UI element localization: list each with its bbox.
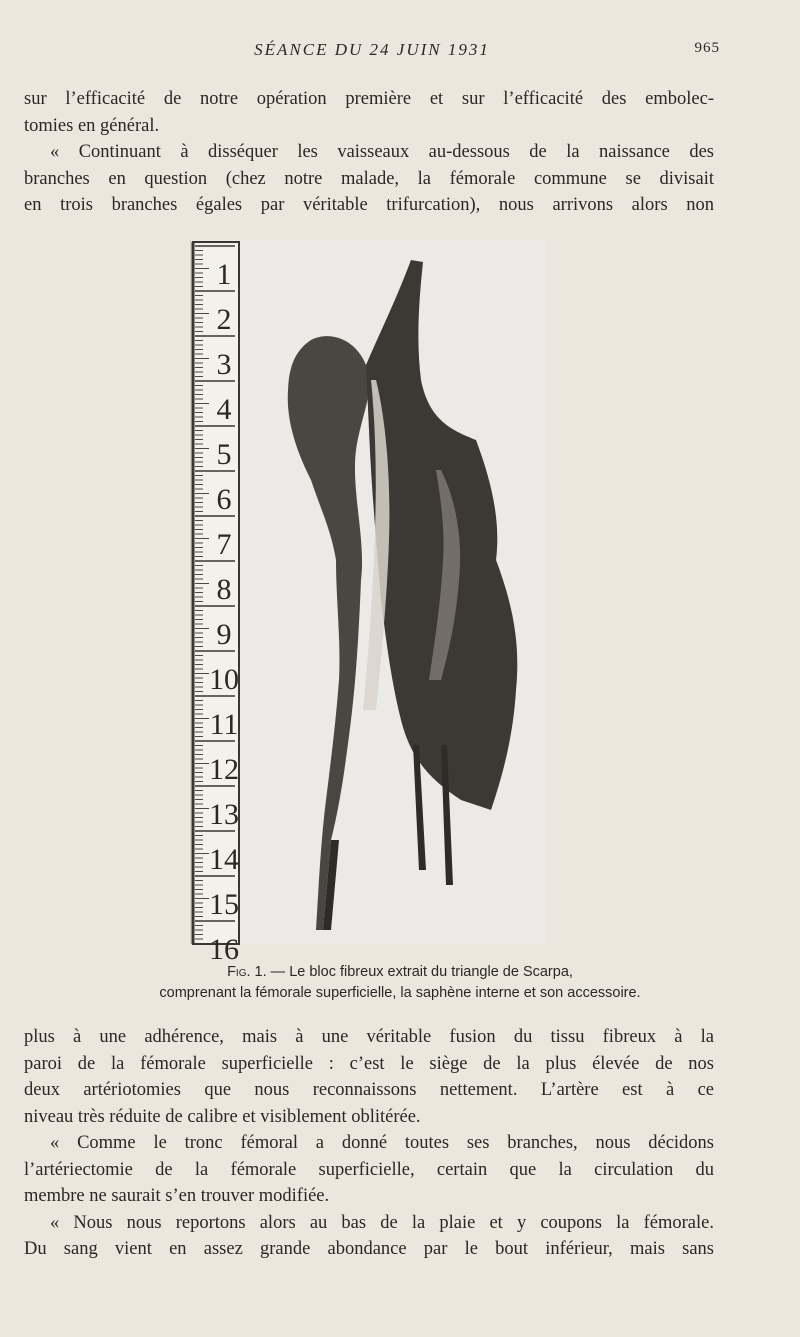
text-line: branches en question (chez notre malade, la fémorale commune se divisait	[24, 168, 714, 189]
ruler-number: 9	[216, 618, 232, 651]
ruler-number: 11	[209, 708, 239, 741]
ruler-number: 12	[209, 753, 239, 786]
specimen-photograph	[190, 240, 545, 966]
text-line: membre ne saurait s’en trouver modifiée.	[24, 1186, 330, 1206]
figure-caption	[40, 962, 760, 1004]
page-number: 965	[694, 40, 720, 56]
ruler-number: 16	[209, 933, 239, 966]
text-line: deux artériotomies que nous reconnaissons nettement. L’artère est à ce	[24, 1080, 714, 1100]
caption-text-1: — Le bloc fibreux extrait du triangle de Scarpa,	[270, 964, 573, 980]
ruler-number: 2	[216, 303, 232, 336]
ruler-number: 13	[209, 798, 239, 831]
running-head	[24, 40, 720, 66]
text-line: l’artériectomie de la fémorale superficielle, certain que la circulation du	[24, 1159, 714, 1180]
text-line: tomies en général.	[24, 115, 160, 136]
figure-label: Fig. 1.	[227, 964, 267, 980]
ruler-number: 14	[209, 843, 239, 876]
text-line: paroi de la fémorale superficielle : c’est le siège de la plus élevée de nos	[24, 1053, 714, 1074]
ruler-number: 4	[216, 393, 232, 426]
caption-line-1	[40, 962, 760, 983]
text-line: niveau très réduite de calibre et visiblement oblitérée.	[24, 1106, 421, 1127]
text-line: sur l’efficacité de notre opération première et sur l’efficacité des embolec-	[24, 89, 714, 109]
ruler-number: 15	[209, 888, 239, 921]
text-line: plus à une adhérence, mais à une véritable fusion du tissu fibreux à la	[24, 1027, 714, 1047]
ruler-number: 7	[216, 528, 232, 561]
text-line: « Comme le tronc fémoral a donné toutes ses branches, nous décidons	[50, 1133, 714, 1153]
text-line: en trois branches égales par véritable trifurcation), nous arrivons alors non	[24, 195, 714, 215]
ruler-number: 8	[216, 573, 232, 606]
text-line: Du sang vient en assez grande abondance par le bout inférieur, mais sans	[24, 1239, 714, 1259]
text-line: « Nous nous reportons alors au bas de la plaie et y coupons la fémorale.	[50, 1212, 714, 1233]
fibrous-block-specimen	[288, 260, 518, 930]
caption-line-2: comprenant la fémorale superficielle, la saphène interne et son accessoire.	[159, 985, 641, 1001]
running-title: SÉANCE DU 24 JUIN 1931	[254, 40, 490, 59]
ruler-number: 5	[216, 438, 232, 471]
specimen-photo-graphic	[191, 240, 545, 966]
ruler-number: 6	[216, 483, 232, 516]
text-block-top	[24, 86, 714, 219]
ruler-number: 1	[216, 258, 232, 291]
ruler-number: 10	[209, 663, 239, 696]
text-block-bottom	[24, 1024, 714, 1263]
ruler-number: 3	[216, 348, 232, 381]
measuring-ruler	[193, 242, 239, 966]
text-line: « Continuant à disséquer les vaisseaux au-dessous de la naissance des	[50, 142, 714, 162]
